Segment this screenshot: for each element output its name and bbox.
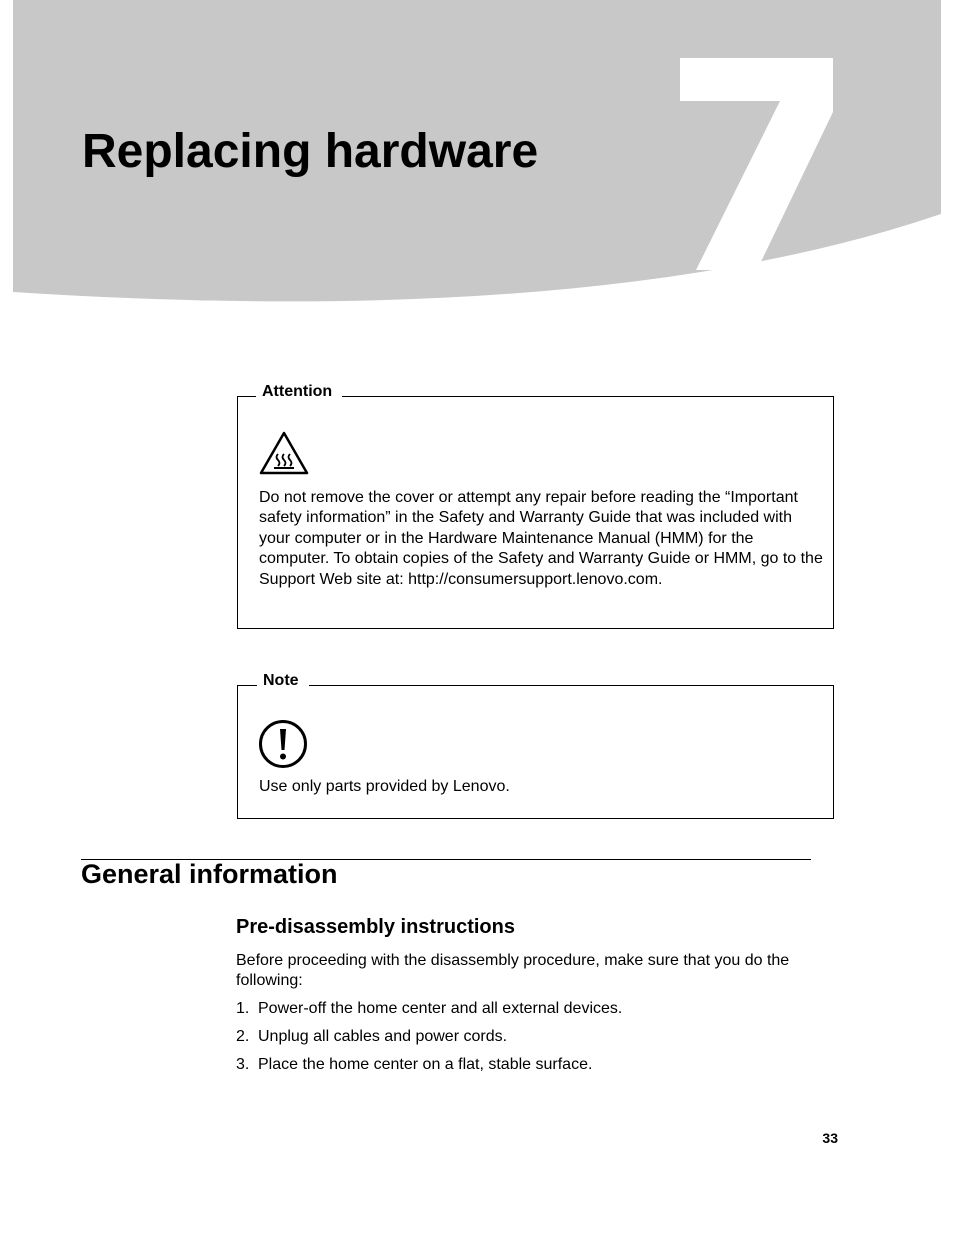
step-text: Unplug all cables and power cords. — [258, 1028, 508, 1045]
step-list — [236, 999, 836, 1083]
list-item — [236, 1055, 836, 1083]
note-text: Use only parts provided by Lenovo. — [259, 778, 510, 795]
section-title: General information — [81, 859, 338, 889]
chapter-title: Replacing hardware — [82, 125, 539, 178]
subsection-title: Pre-disassembly instructions — [236, 916, 515, 938]
attention-box — [237, 383, 834, 629]
step-number: 2. — [236, 1028, 250, 1045]
note-label: Note — [257, 671, 309, 691]
step-text: Power-off the home center and all external devices. — [258, 1000, 623, 1017]
step-number: 3. — [236, 1056, 250, 1073]
attention-text: Do not remove the cover or attempt any repair before reading the “Important safety information” in the Safety and Warranty Guide that was included with your computer or in the Hardware Maintenance Manual (HMM) for the computer. To obtain copies of the Safety and Warranty Guide or HMM, go to the Support Web site at: http://consumersupport.lenovo.com. — [259, 489, 823, 588]
attention-label: Attention — [256, 382, 342, 402]
page-number: 33 — [822, 1130, 838, 1146]
intro-paragraph: Before proceeding with the disassembly procedure, make sure that you do the following: — [236, 952, 790, 990]
step-number: 1. — [236, 1000, 250, 1017]
exclamation-circle-icon — [258, 719, 308, 769]
hot-surface-warning-icon — [258, 430, 310, 476]
list-item — [236, 1027, 836, 1055]
list-item — [236, 999, 836, 1027]
note-box — [237, 672, 834, 819]
step-text: Place the home center on a flat, stable surface. — [258, 1056, 593, 1073]
